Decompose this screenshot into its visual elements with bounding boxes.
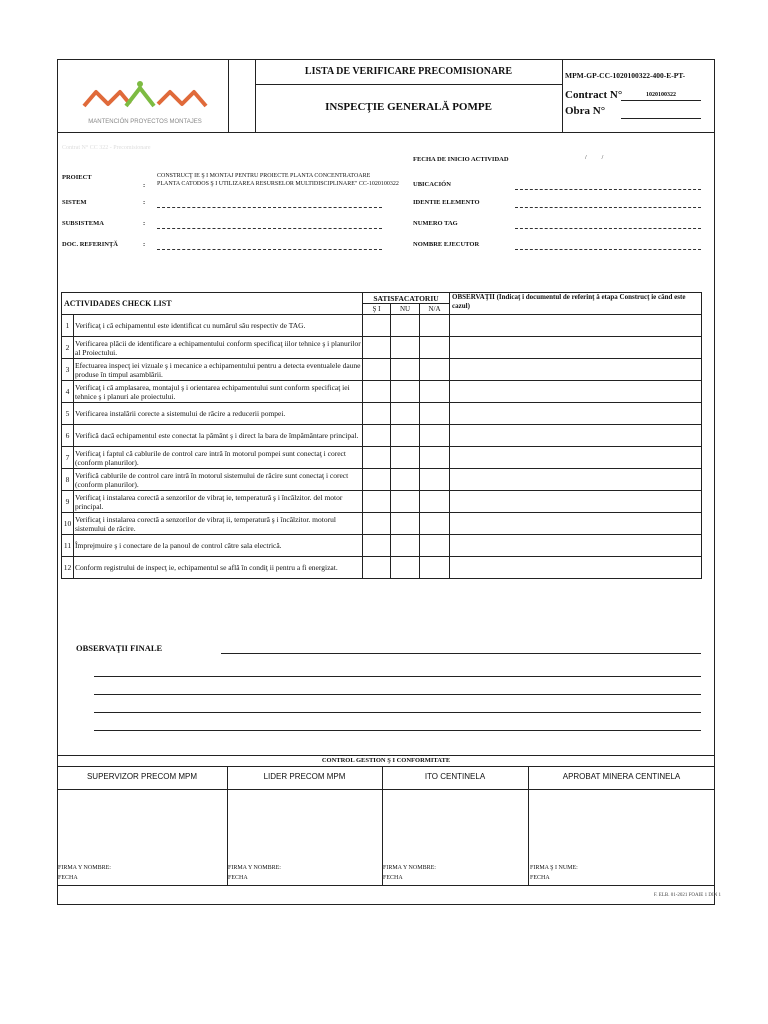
row-activity: Verificaţ i instalarea corectă a senzorilor de vibraţ ii, temperatură ş i încălzitor. motorul sistemului de răcire.: [74, 513, 363, 535]
observatii-cell[interactable]: [450, 557, 702, 579]
sistem-colon: :: [143, 199, 146, 206]
observatii-cell[interactable]: [450, 535, 702, 557]
na-cell[interactable]: [420, 447, 450, 469]
firma-label-1: FIRMA Y NOMBRE:: [58, 865, 111, 871]
nu-cell[interactable]: [391, 447, 420, 469]
na-cell[interactable]: [420, 535, 450, 557]
subsistema-field[interactable]: [157, 228, 382, 229]
checklist-row: [62, 491, 702, 513]
nu-cell[interactable]: [391, 337, 420, 359]
checklist-row: [62, 337, 702, 359]
numero-tag-field[interactable]: [515, 228, 701, 229]
document-code: MPM-GP-CC-1020100322-400-E-PT-: [565, 71, 686, 80]
fecha-label-3: FECHA: [383, 875, 403, 881]
checklist-row: [62, 315, 702, 337]
checklist-row: [62, 557, 702, 579]
row-activity: Verificaţ i instalarea corectă a senzorilor de vibraţ ie, temperatură ş i încălzitor. del motor principal.: [74, 491, 363, 513]
row-number: 1: [62, 315, 74, 337]
satisfactoriu-header: SATISFACATORIU: [363, 293, 450, 304]
observatii-cell[interactable]: [450, 403, 702, 425]
nu-cell[interactable]: [391, 359, 420, 381]
na-cell[interactable]: [420, 513, 450, 535]
obra-label: Obra N°: [565, 105, 606, 117]
observatii-line-4[interactable]: [94, 712, 701, 713]
na-cell[interactable]: [420, 557, 450, 579]
header-divider: [57, 132, 715, 133]
checklist-row: [62, 513, 702, 535]
row-activity: Verificarea instalării corecte a sistemului de răcire a reducerii pompei.: [74, 403, 363, 425]
company-logo: [80, 80, 210, 125]
nu-cell[interactable]: [391, 425, 420, 447]
fecha-label-1: FECHA: [58, 875, 78, 881]
observatii-line-3[interactable]: [94, 694, 701, 695]
row-number: 8: [62, 469, 74, 491]
doc-referinta-field[interactable]: [157, 249, 382, 250]
checklist-row: [62, 359, 702, 381]
observatii-line-5[interactable]: [94, 730, 701, 731]
observatii-cell[interactable]: [450, 469, 702, 491]
row-number: 5: [62, 403, 74, 425]
na-cell[interactable]: [420, 491, 450, 513]
observatii-cell[interactable]: [450, 381, 702, 403]
row-number: 2: [62, 337, 74, 359]
observatii-cell[interactable]: [450, 447, 702, 469]
observatii-header: OBSERVAŢII (Indicaţ i documentul de referinţ ă etapa Construcţ ie când este cazul): [450, 293, 702, 315]
header-vline-3: [562, 59, 563, 132]
observatii-cell[interactable]: [450, 359, 702, 381]
si-cell[interactable]: [363, 315, 391, 337]
nu-header: NU: [391, 304, 420, 315]
na-cell[interactable]: [420, 403, 450, 425]
subsistema-label: SUBSISTEMA: [62, 220, 104, 227]
na-cell[interactable]: [420, 337, 450, 359]
si-cell[interactable]: [363, 359, 391, 381]
observatii-cell[interactable]: [450, 425, 702, 447]
si-cell[interactable]: [363, 425, 391, 447]
fecha-value[interactable]: / /: [585, 155, 604, 161]
row-number: 9: [62, 491, 74, 513]
contract-line: [621, 100, 701, 101]
activity-header: ACTIVIDADES CHECK LIST: [62, 293, 363, 315]
contract-label: Contract N°: [565, 89, 623, 101]
nu-cell[interactable]: [391, 469, 420, 491]
row-activity: Verificarea plăcii de identificare a echipamentului conform specificaţ iilor tehnice ş i planurilor al Proiectului.: [75, 338, 361, 357]
row-activity: Împrejmuire ş i conectare de la panoul de control către sala electrică.: [74, 535, 363, 557]
logo-text: MANTENCIÓN PROYECTOS MONTAJES: [88, 119, 202, 125]
observatii-line-1[interactable]: [221, 653, 701, 654]
control-bottom-line: [57, 885, 715, 886]
si-cell[interactable]: [363, 337, 391, 359]
ubicacion-label: UBICACIÓN: [413, 181, 451, 188]
control-head-line: [57, 789, 715, 790]
si-cell[interactable]: [363, 447, 391, 469]
row-number: 12: [62, 557, 74, 579]
identie-label: IDENTIE ELEMENTO: [413, 199, 480, 206]
firma-label-2: FIRMA Y NOMBRE:: [228, 865, 281, 871]
row-number: 11: [62, 535, 74, 557]
row-number: 10: [62, 513, 74, 535]
na-cell[interactable]: [420, 359, 450, 381]
ito-header: ITO CENTINELA: [424, 772, 486, 781]
observatii-finale-label: OBSERVAŢII FINALE: [76, 643, 163, 653]
numero-tag-label: NUMERO TAG: [413, 220, 458, 227]
na-cell[interactable]: [420, 469, 450, 491]
na-cell[interactable]: [420, 425, 450, 447]
form-footer-code: F. ELB. 01-2021 FOAIE 1 DIN 1: [653, 893, 721, 898]
row-activity: Efectuarea inspecţ iei vizuale ş i mecanice a echipamentului pentru a detecta eventualele daune produse în timpul asamblării.: [74, 359, 363, 381]
form-title: LISTA DE VERIFICARE PRECOMISIONARE: [304, 66, 513, 77]
ejecutor-label: NOMBRE EJECUTOR: [413, 241, 480, 248]
doc-referinta-colon: :: [143, 241, 146, 248]
observatii-line-2[interactable]: [94, 676, 701, 677]
sistem-label: SISTEM: [62, 199, 87, 206]
header-vline-1: [228, 59, 229, 132]
nu-cell[interactable]: [391, 403, 420, 425]
control-vline-3: [528, 766, 529, 885]
checklist-row: [62, 447, 702, 469]
firma-label-3: FIRMA Y NOMBRE:: [383, 865, 436, 871]
si-cell[interactable]: [363, 557, 391, 579]
si-cell[interactable]: [363, 403, 391, 425]
row-activity: Conform registrului de inspecţ ie, echipamentul se află în condiţ ii pentru a fi energizat.: [74, 557, 363, 579]
observatii-cell[interactable]: [450, 513, 702, 535]
header-hline: [255, 84, 562, 85]
obra-line[interactable]: [621, 118, 701, 119]
si-cell[interactable]: [363, 381, 391, 403]
checklist-row: [62, 469, 702, 491]
si-cell[interactable]: [363, 513, 391, 535]
supervizor-header: SUPERVIZOR PRECOM MPM: [86, 772, 198, 781]
contract-value: 1020100322: [646, 92, 676, 98]
observatii-cell[interactable]: [450, 337, 702, 359]
row-activity: Verificaţ i că echipamentul este identificat cu numărul său respectiv de TAG.: [74, 315, 363, 337]
proiect-label: PROIECT: [62, 174, 92, 181]
row-number: 7: [62, 447, 74, 469]
na-cell[interactable]: [420, 315, 450, 337]
aprobat-header: APROBAT MINERA CENTINELA: [562, 772, 681, 781]
row-number: 3: [62, 359, 74, 381]
row-activity: Verificaţ i faptul că cablurile de control care intră în motorul pompei sunt conectaţ i corect (conform planurilor).: [74, 447, 363, 469]
na-header: N/A: [420, 304, 450, 315]
nu-cell[interactable]: [391, 535, 420, 557]
identie-field[interactable]: [515, 207, 701, 208]
fecha-label-2: FECHA: [228, 875, 248, 881]
form-subtitle: INSPECŢIE GENERALĂ POMPE: [325, 101, 492, 113]
nu-cell[interactable]: [391, 491, 420, 513]
control-top-line: [57, 755, 715, 756]
proiect-text-line2: PLANTA CATODOS Ş I UTILIZAREA RESURSELOR MULTIDISCIPLINARE" CC-1020100322: [157, 181, 399, 187]
lider-header: LIDER PRECOM MPM: [263, 772, 346, 781]
row-number: 4: [62, 381, 74, 403]
nu-cell[interactable]: [391, 513, 420, 535]
logo-mark-icon: [80, 80, 210, 112]
si-cell[interactable]: [363, 491, 391, 513]
checklist-row: [62, 535, 702, 557]
fecha-label-4: FECHA: [530, 875, 550, 881]
observatii-cell[interactable]: [450, 491, 702, 513]
checklist-table: [61, 292, 702, 579]
nu-cell[interactable]: [391, 557, 420, 579]
row-activity: Verifică dacă echipamentul este conectat la pământ ş i direct la bara de împământare principal.: [74, 425, 363, 447]
nu-cell[interactable]: [391, 315, 420, 337]
row-activity: Verifică cablurile de control care intră în motorul sistemului de răcire sunt conectaţ i corect (conform planurilor).: [74, 469, 363, 491]
control-title-line: [57, 766, 715, 767]
row-number: 6: [62, 425, 74, 447]
ubicacion-field[interactable]: [515, 189, 701, 190]
checklist-row: [62, 403, 702, 425]
fecha-label: FECHA DE INICIO ACTIVIDAD: [413, 156, 509, 163]
subsistema-colon: :: [143, 220, 146, 227]
si-cell[interactable]: [363, 469, 391, 491]
firma-label-4: FIRMA Ş I NUME:: [530, 865, 578, 871]
ejecutor-field[interactable]: [515, 249, 701, 250]
proiect-text-line1: CONSTRUCŢ IE Ş I MONTAJ PENTRU PROIECTE PLANTA CONCENTRATOARE: [157, 173, 371, 179]
nu-cell[interactable]: [391, 381, 420, 403]
sistem-field[interactable]: [157, 207, 382, 208]
control-title: CONTROL GESTION Ş I CONFORMITATE: [321, 757, 451, 764]
si-cell[interactable]: [363, 535, 391, 557]
checklist-row: [62, 381, 702, 403]
faded-contract-text: Contrat N° CC 322 - Precomisionare: [62, 145, 151, 151]
observatii-cell[interactable]: [450, 315, 702, 337]
na-cell[interactable]: [420, 381, 450, 403]
proiect-colon: :: [143, 182, 146, 189]
checklist-row: [62, 425, 702, 447]
si-header: Ş I: [363, 304, 391, 315]
doc-referinta-label: DOC. REFERINŢĂ: [62, 241, 118, 248]
row-activity: Verificaţ i că amplasarea, montajul ş i orientarea echipamentului sunt conform specificaţ iei tehnice ş i planuri ale proiectului.: [74, 381, 363, 403]
